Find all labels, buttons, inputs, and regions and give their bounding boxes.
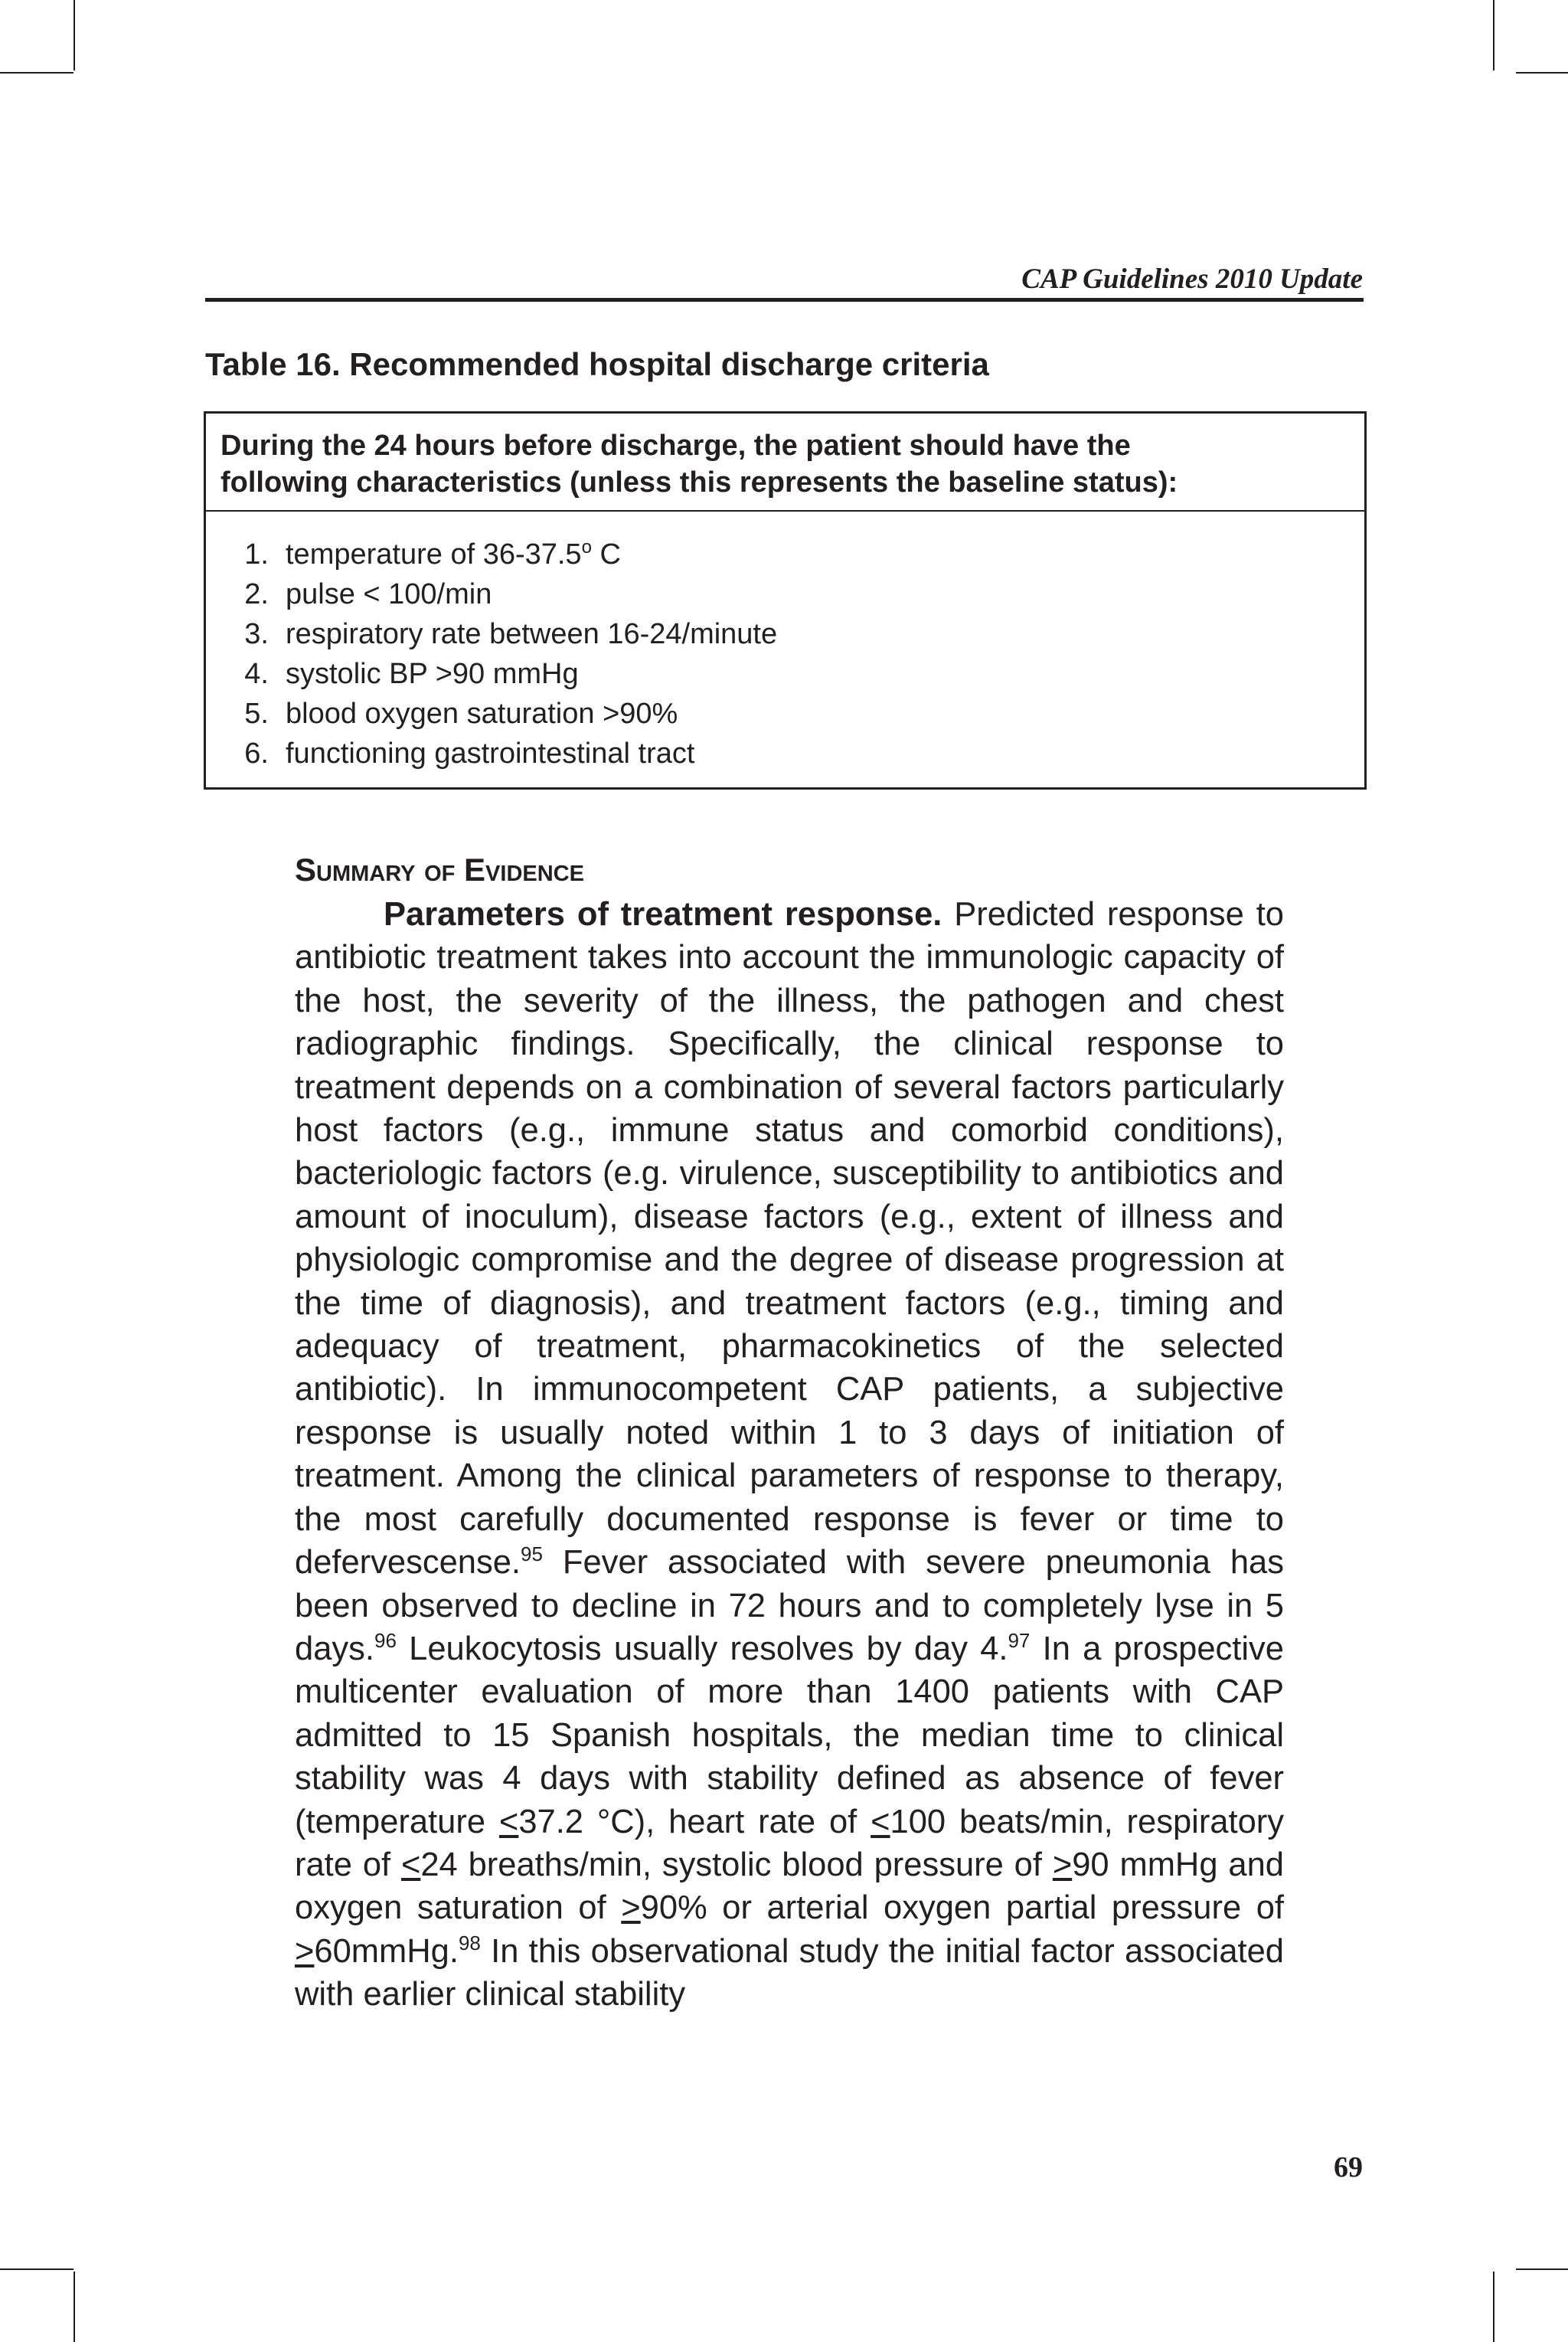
crop-mark	[74, 2272, 75, 2342]
discharge-criteria-table	[204, 411, 1367, 790]
le-symbol: <	[400, 1846, 421, 1883]
crop-mark	[1493, 0, 1494, 70]
crop-mark	[1516, 2268, 1568, 2270]
ge-symbol: >	[621, 1889, 641, 1927]
body-paragraph: Parameters of treatment response. Predicted response to antibiotic treatment takes into account the immunologic capacity of the host, the severity of the illness, the pathogen and chest radiographic findings. Specifically, the clinical response to treatment depends on a combination of several factors particularly host factors (e.g., immune status and comorbid conditions), bacteriologic factors (e.g. virulence, susceptibility to antibiotics and amount of inoculum), disease factors (e.g., extent of illness and physiologic compromise and the degree of disease progression at the time of diagnosis), and treatment factors (e.g., timing and adequacy of treatment, pharmacokinetics of the selected antibiotic). In immunocompetent CAP patients, a subjective response is usually noted within 1 to 3 days of initiation of treatment. Among the clinical parameters of response to therapy, the most carefully documented response is fever or time to defervescense.$^{95}$ Fever associated with severe pneumonia has been observed to decline in 72 hours and to completely lyse in 5 days.$^{96}$ Leukocytosis usually resolves by day 4.97 In a prospective multicenter evaluation of more than 1400 patients with CAP admitted to 15 Spanish hospitals, the median time to clinical stability was 4 days with stability defined as absence of fever (temperature <37.2 °C), heart rate of <100 beats/min, respiratory rate of <24 breaths/min, systolic blood pressure of >90 mmHg and oxygen saturation of >90% or arterial oxygen partial pressure of >60mmHg.$^{98}$ In this observational study the initial factor associated with earlier clinical stability	[295, 896, 1285, 2013]
section-title: Summary of Evidence	[295, 852, 584, 888]
crop-mark	[0, 72, 74, 74]
criteria-text: pulse < 100/min	[286, 578, 492, 610]
header-rule	[205, 298, 1364, 302]
table-header	[220, 427, 1338, 501]
le-symbol: <	[498, 1803, 519, 1840]
crop-mark	[1516, 72, 1568, 74]
citation-ref: 97	[1008, 1628, 1031, 1652]
criteria-number: 1.	[244, 538, 269, 571]
criteria-number: 6.	[244, 738, 269, 770]
criteria-number: 5.	[244, 698, 269, 730]
criteria-number: 3.	[244, 618, 269, 650]
criteria-text: functioning gastrointestinal tract	[286, 738, 695, 770]
table-divider	[206, 510, 1364, 512]
crop-mark	[0, 2268, 74, 2270]
criteria-text: temperature of 36-37.5$^o$ C	[286, 537, 621, 571]
table-caption: Table 16. Recommended hospital discharge criteria	[205, 346, 989, 382]
citation-ref: 95	[521, 1542, 543, 1566]
table-header-line: following characteristics (unless this represents the baseline status):	[220, 466, 1178, 499]
criteria-text: systolic BP >90 mmHg	[286, 658, 579, 690]
page-number: 69	[1334, 2151, 1363, 2183]
le-symbol: <	[871, 1803, 890, 1840]
ge-symbol: >	[295, 1932, 315, 1970]
crop-mark	[1493, 2272, 1494, 2342]
criteria-text: blood oxygen saturation >90%	[286, 698, 678, 730]
table-header-line: During the 24 hours before discharge, the patient should have the	[220, 430, 1131, 462]
citation-ref: 98	[458, 1931, 481, 1954]
crop-mark	[74, 0, 75, 70]
criteria-number: 2.	[244, 578, 269, 610]
paragraph-lead: Parameters of treatment response.	[384, 896, 942, 933]
criteria-text: respiratory rate between 16-24/minute	[286, 618, 778, 650]
running-head: CAP Guidelines 2010 Update	[1021, 263, 1363, 295]
criteria-number: 4.	[244, 658, 269, 690]
citation-ref: 96	[374, 1628, 397, 1652]
ge-symbol: >	[1052, 1846, 1073, 1883]
